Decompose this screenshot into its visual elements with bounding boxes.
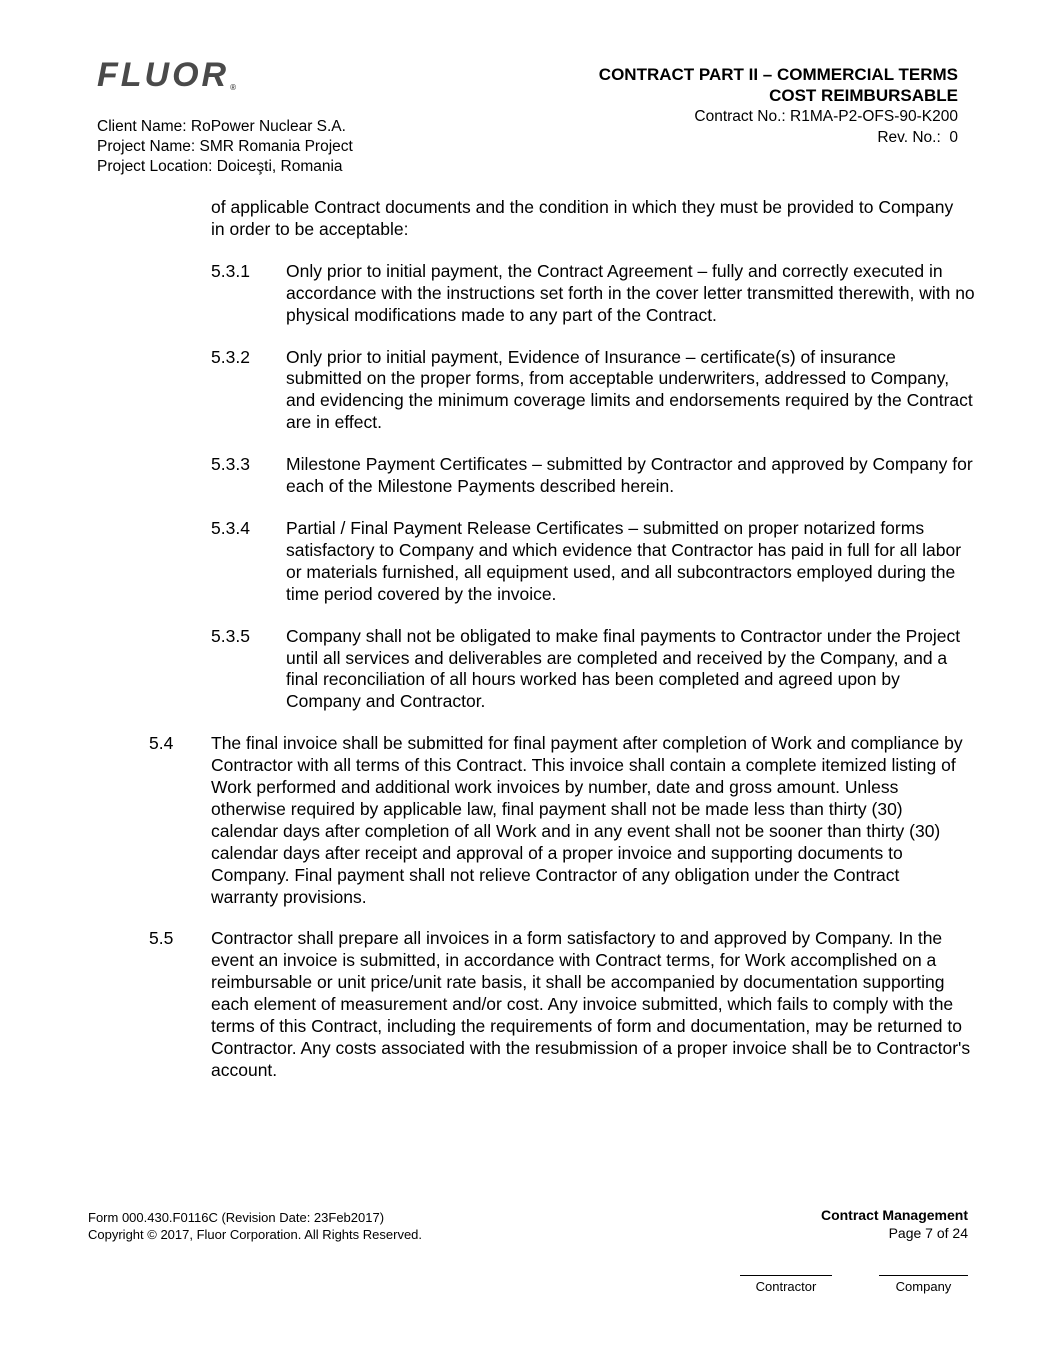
client-info [97,117,353,177]
intro-paragraph: of applicable Contract documents and the condition in which they must be provided to Company in order to be acceptable: [211,197,954,239]
footer-form-info [88,1209,422,1243]
project-name: Project Name: SMR Romania Project [97,138,353,155]
clause-text: The final invoice shall be submitted for final payment after completion of Work and compliance by Contractor with all terms of this Contract. This invoice shall contain a complete itemized listing of Work performed and additional work invoices by number, date and gross amount. Unless otherwise required by applicable law, final payment shall not be made less than thirty (30) calendar days after completion of all Work and in any event shall not be sooner than thirty (30) calendar days after receipt and approval of a proper invoice and supporting documents to Company. Final payment shall not relieve Contractor of any obligation under the Contract warranty provisions. [211,733,963,907]
clause-number: 5.3.1 [211,260,250,281]
logo-wordmark: FLUOR [97,56,230,94]
clause-5-4 [0,733,1055,908]
clause-5-3-5 [0,626,1055,714]
clause-text: Milestone Payment Certificates – submitted by Contractor and approved by Company for each of the Milestone Payments described herein. [286,454,973,497]
header-title-line1: CONTRACT PART II – COMMERCIAL TERMS [598,65,958,84]
clause-5-3-4 [0,518,1055,606]
clause-number: 5.3.2 [211,346,250,367]
contractor-label: Contractor [755,1279,817,1294]
signature-line [740,1275,832,1276]
client-name: Client Name: RoPower Nuclear S.A. [97,118,346,135]
signature-line [879,1275,968,1276]
clause-5-3-1 [0,261,1055,327]
form-number: Form 000.430.F0116C (Revision Date: 23Feb2017) [88,1210,385,1225]
clause-number: 5.3.3 [211,454,250,475]
page-number: Page 7 of 24 [888,1225,968,1241]
company-initials [879,1275,968,1294]
clause-number: 5.3.5 [211,625,250,646]
clause-text: Contractor shall prepare all invoices in a form satisfactory to and approved by Company. In the event an invoice is submitted, in accordance with Contract terms, for Work accomplished on a reimbursable or unit price/unit rate basis, it shall be accompanied by documentation supporting each element of measurement and/or cost. Any invoice submitted, which fails to comply with the terms of this Contract, including the requirements of form and documentation, may be returned to Contractor. Any costs associated with the resubmission of a proper invoice shall be to Contractor's account. [211,928,971,1080]
clause-text: Only prior to initial payment, the Contract Agreement – fully and correctly executed in accordance with the instructions set forth in the cover letter transmitted therewith, with no physical modifications made to any part of the Contract. [286,260,975,325]
contract-number: Contract No.: R1MA-P2-OFS-90-K200 [694,108,958,125]
contractor-initials [740,1275,832,1294]
registered-mark: ® [230,83,236,92]
clause-number: 5.4 [149,733,174,754]
clause-5-5 [0,928,1055,1081]
clause-number: 5.5 [149,928,174,949]
footer-page-info [821,1206,968,1242]
project-location: Project Location: Doiceşti, Romania [97,158,343,175]
fluor-logo [97,58,236,92]
header-title-line2: COST REIMBURSABLE [769,86,958,105]
clause-5-3-2 [0,347,1055,435]
department-label: Contract Management [820,1207,968,1223]
clause-5-3-3 [0,454,1055,498]
company-label: Company [895,1279,952,1294]
document-body [0,197,1055,1082]
copyright: Copyright © 2017, Fluor Corporation. All Rights Reserved. [88,1227,423,1242]
clause-text: Company shall not be obligated to make final payments to Contractor under the Project until all services and deliverables are completed and received by the Company, and a final reconciliation of all hours worked has been completed and agreed upon by Company and Contractor. [286,625,961,712]
clause-number: 5.3.4 [211,517,250,538]
document-header [599,64,958,148]
clause-text: Only prior to initial payment, Evidence of Insurance – certificate(s) of insurance submitted on the proper forms, from acceptable underwriters, addressed to Company, and evidencing the minimum coverage limits and endorsements required by the Contract are in effect. [286,346,973,433]
revision-number: Rev. No.: 0 [877,129,958,146]
clause-text: Partial / Final Payment Release Certificates – submitted on proper notarized forms satisfactory to Company and which evidence that Contractor has paid in full for all labor or materials furnished, all equipment used, and all subcontractors employed during the time period covered by the invoice. [286,517,962,604]
